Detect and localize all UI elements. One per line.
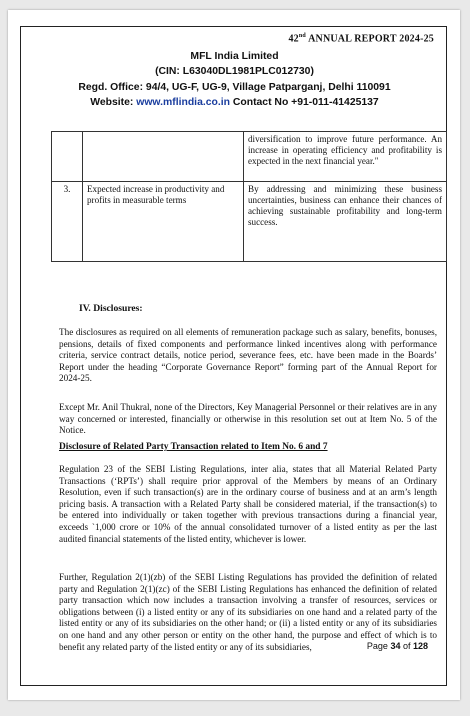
company-cin: (CIN: L63040DL1981PLC012730) bbox=[155, 66, 314, 77]
document-page bbox=[8, 10, 460, 700]
row-description: diversification to improve future performance. An increase in operating efficiency and profitability is expected in the next financial year." bbox=[244, 132, 447, 182]
company-name: MFL India Limited bbox=[190, 51, 279, 62]
row-item bbox=[83, 132, 244, 182]
row-number bbox=[52, 132, 83, 182]
page-border bbox=[20, 26, 447, 686]
row-item: Expected increase in productivity and profits in measurable terms bbox=[83, 182, 244, 262]
registered-office: Regd. Office: 94/4, UG-F, UG-9, Village Patparganj, Delhi 110091 bbox=[78, 82, 391, 93]
report-title: 42nd ANNUAL REPORT 2024-25 bbox=[288, 33, 434, 45]
contact-line: Website: www.mflindia.co.in Contact No +91-011-41425137 bbox=[90, 97, 379, 108]
section-heading: IV. Disclosures: bbox=[79, 303, 143, 314]
page-number: Page 34 of 128 bbox=[366, 641, 428, 651]
table-row bbox=[52, 132, 447, 182]
remuneration-table bbox=[51, 131, 447, 262]
paragraph-remuneration-disclosures: The disclosures as required on all elements of remuneration package such as salary, benefits, bonuses, pensions, details of fixed components and performance linked incentives along with performance criteria, service contract details, notice period, severance fees, etc. have been made in the Boards’ Report under the heading “Corporate Governance Report” forming part of the Annual Report for 2024-25. bbox=[59, 327, 437, 384]
paragraph-interest: Except Mr. Anil Thukral, none of the Directors, Key Managerial Personnel or their relatives are in any way concerned or interested, financially or otherwise in this resolution set out at Item No. 5 of the Notice. bbox=[59, 402, 437, 436]
website-link[interactable]: www.mflindia.co.in bbox=[136, 97, 230, 108]
row-description: By addressing and minimizing these business uncertainties, business can enhance their chances of achieving sustainable profitability and long-term success. bbox=[244, 182, 447, 262]
paragraph-regulation-23: Regulation 23 of the SEBI Listing Regulations, inter alia, states that all Material Related Party Transactions (‘RPTs’) shall require prior approval of the Members by means of an Ordinary Resolution, even if such transaction(s) are in the ordinary course of business and at an arm’s length pricing basis. A transaction with a Related Party shall be considered material, if the transaction(s) to be entered into individually or taken together with previous transactions during a financial year, exceeds `1,000 crore or 10% of the annual consolidated turnover of a listed entity as per the last audited financial statements of the listed entity, whichever is lower. bbox=[59, 464, 437, 544]
disclosure-heading: Disclosure of Related Party Transaction related to Item No. 6 and 7 bbox=[59, 442, 328, 452]
paragraph-regulation-2: Further, Regulation 2(1)(zb) of the SEBI Listing Regulations has provided the definition of related party and Regulation 2(1)(zc) of the SEBI Listing Regulations has enhanced the definition of related party transaction which now includes a transaction involving a transfer of resources, services or obligations between (i) a listed entity or any of its subsidiaries on one hand and a related party of the listed entity or any of its subsidiaries on the other hand; or (ii) a listed entity or any of its subsidiaries on one hand and any other person or entity on the other hand, the purpose and effect of which is to benefit any related party of the listed entity or any of its subsidiaries, bbox=[59, 572, 437, 652]
row-number: 3. bbox=[52, 182, 83, 262]
table-row bbox=[52, 182, 447, 262]
